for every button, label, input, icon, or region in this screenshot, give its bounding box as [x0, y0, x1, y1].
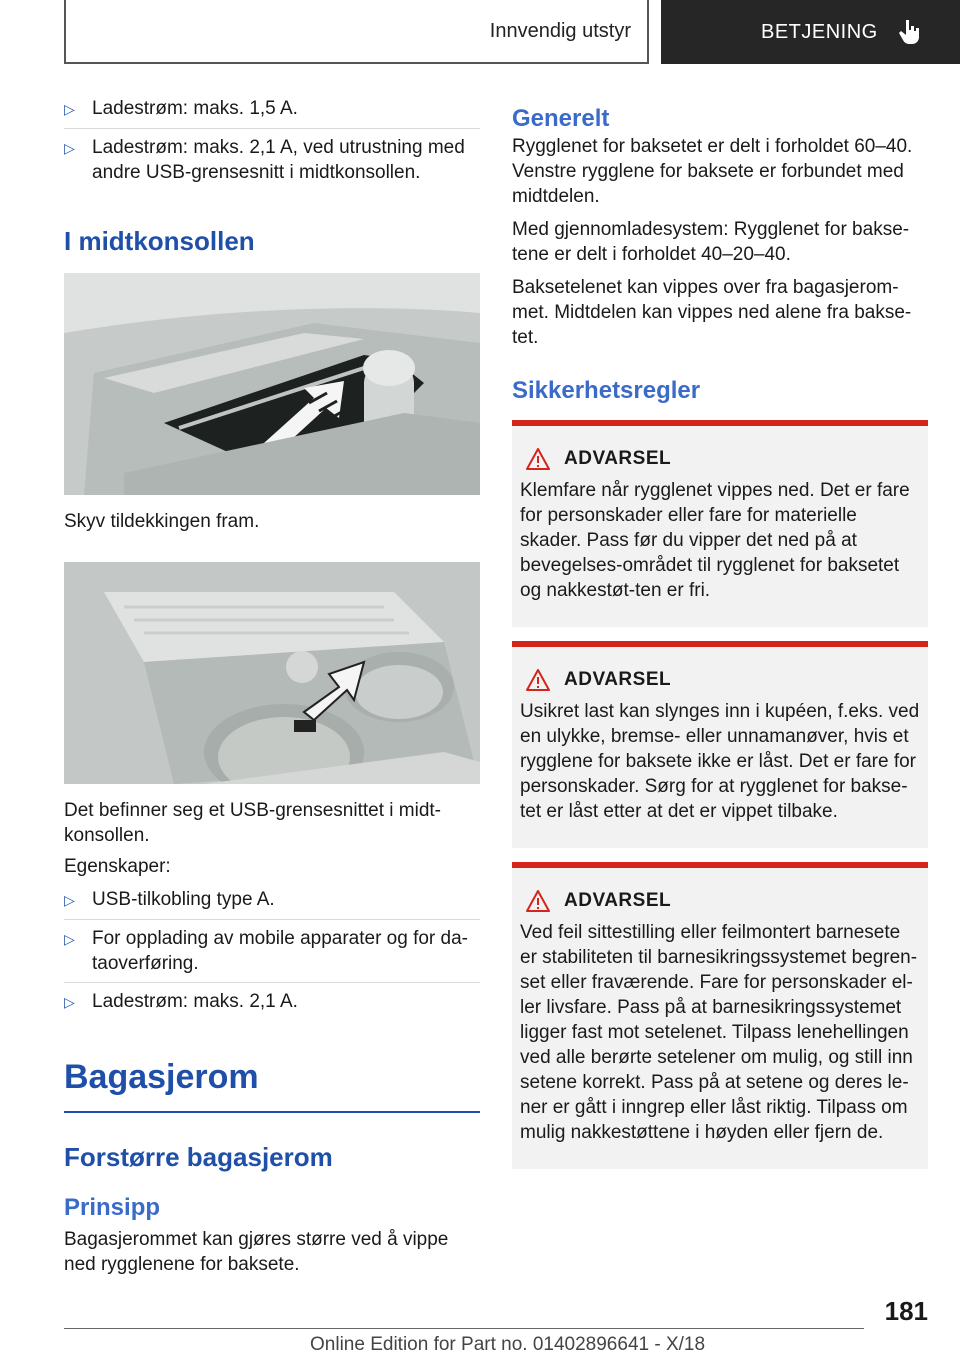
- bullet-text: Ladestrøm: maks. 2,1 A.: [92, 991, 298, 1012]
- warning-triangle-icon: [526, 448, 550, 470]
- properties-label: Egenskaper:: [64, 856, 171, 877]
- warning-label: ADVARSEL: [564, 890, 672, 911]
- warning-box: [512, 862, 928, 1169]
- warning-box: [512, 641, 928, 848]
- left-column: [64, 96, 480, 1277]
- warning-title: [520, 669, 920, 691]
- warning-label: ADVARSEL: [564, 448, 672, 469]
- page-number: 181: [884, 1296, 928, 1326]
- warning-label: ADVARSEL: [564, 669, 672, 690]
- prinsipp-text: Bagasjerommet kan gjøres større ved å vippe ned rygglenene for baksete.: [64, 1229, 449, 1275]
- bullet-triangle-icon: ▷: [64, 140, 75, 156]
- caption-usb: Det befinner seg et USB-grensesnittet i midt-konsollen.: [64, 800, 442, 846]
- generelt-paragraph-2: Med gjennomladesystem: Rygglenet for bakse-tene er delt i forholdet 40–20–40.: [512, 219, 910, 265]
- bullet-triangle-icon: ▷: [64, 994, 75, 1010]
- warning-box: [512, 420, 928, 627]
- bullet-text: USB-tilkobling type A.: [92, 889, 275, 910]
- photo-console-cover: [64, 273, 480, 495]
- warning-text: Usikret last kan slynges inn i kupéen, f.eks. ved en ulykke, bremse- eller unnamanøver, hvis et rygglene for baksete ikke er låst. Det er fare for personskader. Sørg for at rygglenet for bakse-tet er låst etter at det er vippet tilbake.: [520, 701, 920, 822]
- section-title: Innvendig utstyr: [489, 19, 631, 42]
- heading-prinsipp: Prinsipp: [64, 1194, 161, 1221]
- warning-text: Ved feil sittestilling eller feilmontert barnesete er stabiliteten til barnesikringssystemet begren-set eller fraværende. Fare for personskader el-ler livsfare. Pass på at barnesikringssystemet ligger fast mot setelenet. Tilpass lenehellingen ved alle berørte setelener om mulig, og still inn setene korrekt. Pass på at setene og deres le-ner er gått i inngrep eller låst riktig. Tilpass om mulig nakkestøttene i høyden eller fjern de.: [520, 922, 918, 1143]
- heading-forstorre: Forstørre bagasjerom: [64, 1142, 333, 1172]
- warning-text: Klemfare når rygglenet vippes ned. Det er fare for personskader eller fare for materielle skader. Pass før du vipper det ned på at bevegelses-området til rygglenet for baksetet og nakkestøt-ten er fri.: [520, 480, 910, 601]
- bullet-triangle-icon: ▷: [64, 892, 75, 908]
- generelt-paragraph-1: Rygglenet for baksetet er delt i forholdet 60–40. Venstre rygglene for baksete er forbundet med midtdelen.: [512, 136, 913, 207]
- list-item: [64, 96, 480, 122]
- generelt-paragraph-3: Baksetelenet kan vippes over fra bagasjerom-met. Midtdelen kan vippes ned alene fra bakse-tet.: [512, 277, 912, 348]
- bullet-text: Ladestrøm: maks. 2,1 A, ved utrustning med andre USB-grensesnitt i midtkonsollen.: [92, 137, 465, 183]
- list-item: [64, 887, 480, 913]
- warning-title: [520, 448, 920, 470]
- list-item: [64, 982, 480, 1015]
- bullet-text: Ladestrøm: maks. 1,5 A.: [92, 98, 298, 119]
- caption-cover: Skyv tildekkingen fram.: [64, 511, 260, 532]
- edition-info: Online Edition for Part no. 01402896641 - X/18: [310, 1334, 706, 1355]
- bullet-triangle-icon: ▷: [64, 931, 75, 947]
- heading-generelt: Generelt: [512, 105, 610, 132]
- chapter-divider: [64, 1111, 480, 1113]
- warning-triangle-icon: [526, 669, 550, 691]
- warning-title: [520, 890, 920, 912]
- warning-triangle-icon: [526, 890, 550, 912]
- header-chapter-tab: [661, 0, 960, 64]
- bullet-text: For opplading av mobile apparater og for da-taoverføring.: [92, 928, 469, 974]
- photo-usb-port: [64, 562, 480, 784]
- chapter-title: Bagasjerom: [64, 1058, 259, 1096]
- footer-divider: [64, 1328, 864, 1329]
- heading-midtkonsollen: I midtkonsollen: [64, 226, 255, 256]
- chapter-label: BETJENING: [761, 20, 878, 43]
- bullet-triangle-icon: ▷: [64, 101, 75, 117]
- list-item: [64, 128, 480, 185]
- right-column: [512, 96, 928, 1169]
- heading-sikkerhetsregler: Sikkerhetsregler: [512, 377, 701, 404]
- header-section-title: [64, 0, 649, 64]
- pointing-hand-icon: [898, 18, 922, 46]
- list-item: [64, 919, 480, 976]
